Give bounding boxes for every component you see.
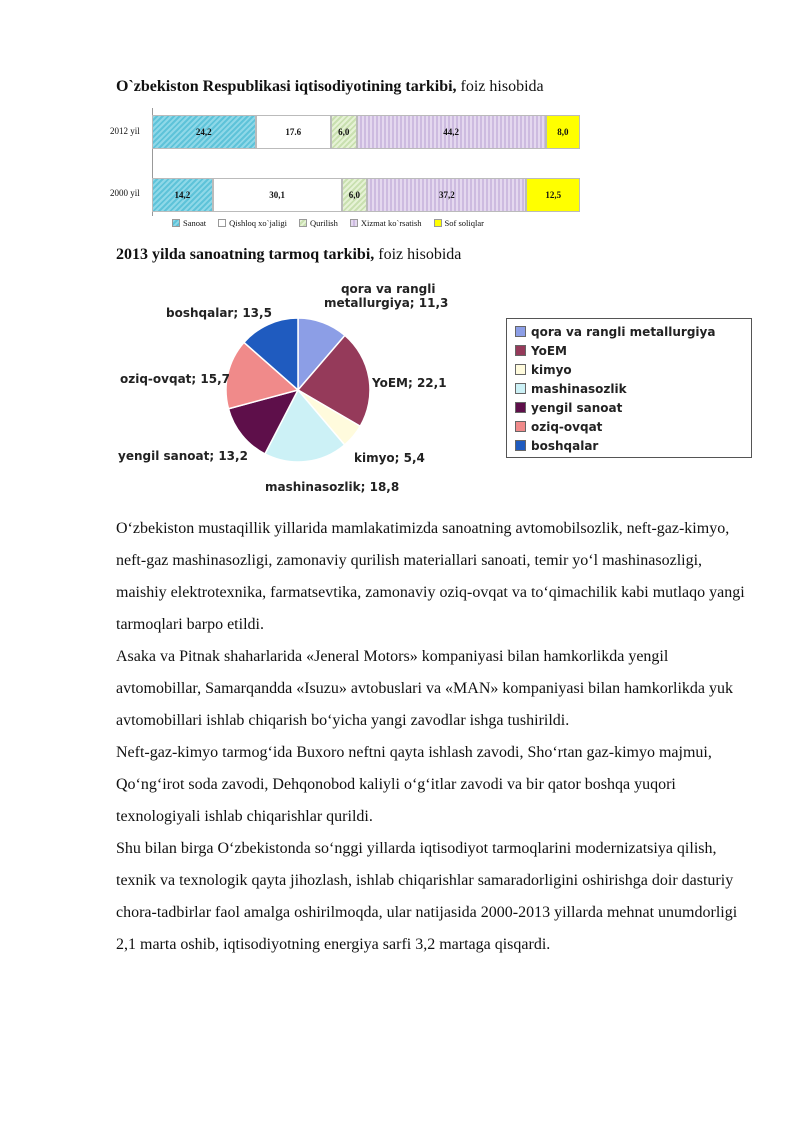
bar-legend-swatch xyxy=(172,219,180,227)
pie-legend-label: boshqalar xyxy=(531,438,599,453)
pie-legend-item xyxy=(515,436,743,455)
bar-legend-label: Sof soliqlar xyxy=(444,218,484,228)
bar-row-label: 2012 yil xyxy=(110,126,140,136)
bar-legend-item xyxy=(350,218,422,228)
bar-segment-qurilish xyxy=(331,115,357,149)
bar-legend-item xyxy=(299,218,338,228)
bar-legend-swatch xyxy=(434,219,442,227)
bar-legend-label: Sanoat xyxy=(183,218,207,228)
pie-label-metallurgy xyxy=(324,282,449,310)
bar-data-label: 6,0 xyxy=(348,190,361,200)
bar-data-label: 8,0 xyxy=(557,127,569,137)
bar-segment-xizmat xyxy=(357,115,546,149)
bar-row-label: 2000 yil xyxy=(110,188,140,198)
pie-legend-item xyxy=(515,417,743,436)
pie-legend-item xyxy=(515,379,743,398)
bar-segment-sanoat xyxy=(152,115,256,149)
bar-segment-xizmat xyxy=(367,178,526,212)
bar-legend-swatch xyxy=(218,219,226,227)
pie-legend-swatch xyxy=(515,421,526,432)
bar-legend-swatch xyxy=(299,219,307,227)
bar-data-label: 30,1 xyxy=(269,190,286,200)
bar-row-2012 xyxy=(152,115,580,149)
chart-title-economy-bold: O`zbekiston Respublikasi iqtisodiyotining tarkibi, xyxy=(116,78,457,95)
economy-structure-bar-chart xyxy=(110,108,590,233)
bar-segment-sanoat xyxy=(152,178,213,212)
industry-structure-pie-chart xyxy=(110,278,510,500)
bar-data-label: 44,2 xyxy=(443,127,459,137)
pie-label-yoem: YoEM; 22,1 xyxy=(372,376,447,390)
pie-legend-swatch xyxy=(515,345,526,356)
pie-label-oziq-ovqat: oziq-ovqat; 15,7 xyxy=(120,372,230,386)
bar-data-label: 37,2 xyxy=(438,190,455,200)
pie-legend-swatch xyxy=(515,383,526,394)
bar-legend-label: Xizmat ko`rsatish xyxy=(360,218,422,228)
bar-segment-qishloq xyxy=(256,115,331,149)
pie-legend-label: YoEM xyxy=(531,343,567,358)
bar-legend-item xyxy=(172,218,206,228)
pie-legend-item xyxy=(515,360,743,379)
bar-segment-qishloq xyxy=(213,178,342,212)
pie-label-metallurgy-line1: qora va rangli xyxy=(340,282,436,296)
pie-legend-swatch xyxy=(515,440,526,451)
bar-legend-item xyxy=(218,218,287,228)
pie-legend-item xyxy=(515,398,743,417)
pie-legend-label: oziq-ovqat xyxy=(531,419,603,434)
paragraph: Shu bilan birga O‘zbekistonda so‘nggi yillarda iqtisodiyot tarmoqlarini modernizatsiya qilish, texnik va texnologik qayta jihozlash, ishlab chiqarishlar samaradorligini oshirishga doir dasturiy chora-tadbirlar faol amalga oshirilmoqda, ular natijasida 2000-2013 yillarda mehnat unumdorligi 2,1 marta oshib, iqtisodiyotning energiya sarfi 3,2 martaga qisqardi. xyxy=(116,840,738,953)
pie-legend-item xyxy=(515,322,743,341)
bar-legend-item xyxy=(434,218,484,228)
chart-title-industry-bold: 2013 yilda sanoatning tarmoq tarkibi, xyxy=(116,246,375,263)
bar-segment-qurilish xyxy=(342,178,368,212)
chart-title-economy xyxy=(116,78,544,96)
pie-legend-label: yengil sanoat xyxy=(531,400,623,415)
pie-legend-item xyxy=(515,341,743,360)
body-text xyxy=(116,513,756,961)
paragraph: Neft-gaz-kimyo tarmog‘ida Buxoro neftni qayta ishlash zavodi, Sho‘rtan gaz-kimyo majmui, Qo‘ng‘irot soda zavodi, Dehqonobod kaliyli o‘g‘itlar zavodi va bir qator boshqa yuqori texnologiyali ishlab chiqarishlar qurildi. xyxy=(116,744,712,825)
bar-row-2000 xyxy=(152,178,580,212)
chart-title-industry xyxy=(116,246,461,264)
pie-label-mashinasozlik: mashinasozlik; 18,8 xyxy=(265,480,400,494)
pie-legend-label: kimyo xyxy=(531,362,572,377)
pie-legend-label: qora va rangli metallurgiya xyxy=(531,324,716,339)
chart-title-industry-unit: foiz hisobida xyxy=(374,246,462,263)
bar-segment-sof-soliqlar xyxy=(546,115,580,149)
pie-legend-swatch xyxy=(515,364,526,375)
bar-legend-label: Qishloq xo`jaligi xyxy=(229,218,287,228)
bar-segment-sof-soliqlar xyxy=(526,178,580,212)
pie-label-yengil-sanoat: yengil sanoat; 13,2 xyxy=(118,449,248,463)
pie-label-metallurgy-line2: metallurgiya; 11,3 xyxy=(324,296,449,310)
pie-label-kimyo: kimyo; 5,4 xyxy=(354,451,425,465)
bar-data-label: 6,0 xyxy=(338,127,350,137)
pie-legend-swatch xyxy=(515,402,526,413)
bar-data-label: 24,2 xyxy=(195,127,212,137)
bar-data-label: 17.6 xyxy=(285,127,302,137)
pie-legend-label: mashinasozlik xyxy=(531,381,627,396)
bar-legend-label: Qurilish xyxy=(310,218,338,228)
pie-chart-legend xyxy=(506,318,752,458)
chart-title-economy-unit: foiz hisobida xyxy=(456,78,544,95)
bar-chart-legend xyxy=(172,218,484,228)
bar-data-label: 12,5 xyxy=(545,190,562,200)
paragraph: O‘zbekiston mustaqillik yillarida mamlakatimizda sanoatning avtomobilsozlik, neft-gaz-kimyo, neft-gaz mashinasozligi, zamonaviy qurilish materiallari sanoati, temir yo‘l mashinasozligi, maishiy elektrotexnika, farmatsevtika, zamonaviy oziq-ovqat va to‘qimachilik kabi mutlaqo yangi tarmoqlari barpo etildi. xyxy=(116,520,745,633)
pie-legend-swatch xyxy=(515,326,526,337)
bar-legend-swatch xyxy=(350,219,358,227)
paragraph: Asaka va Pitnak shaharlarida «Jeneral Motors» kompaniyasi bilan hamkorlikda yengil avtomobillar, Samarqandda «Isuzu» avtobuslari va «MAN» kompaniyasi bilan hamkorlikda yuk avtomobillari ishlab chiqarish bo‘yicha yangi zavodlar ishga tushirildi. xyxy=(116,648,734,729)
pie-label-boshqalar: boshqalar; 13,5 xyxy=(166,306,272,320)
bar-data-label: 14,2 xyxy=(174,190,191,200)
